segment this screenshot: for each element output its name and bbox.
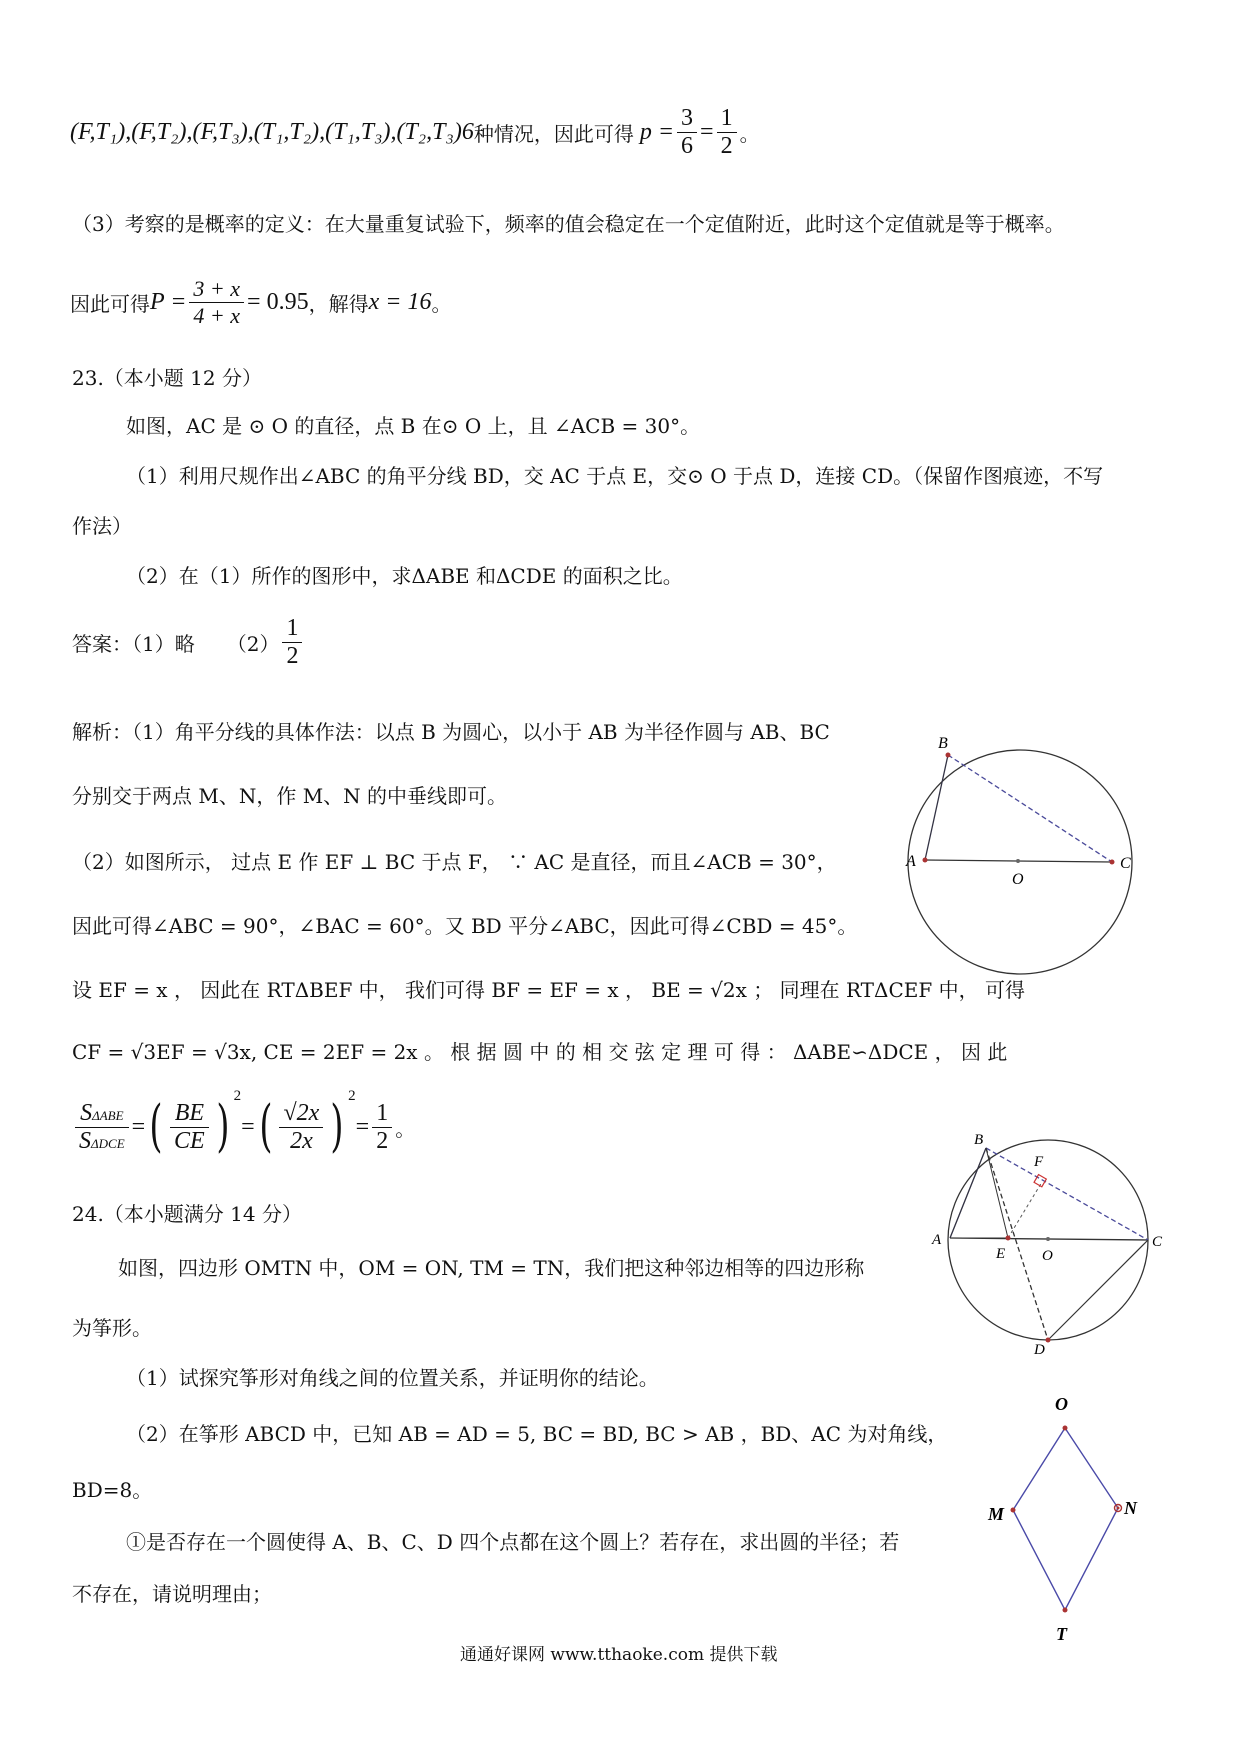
figure-circle-bisector [930,1132,1163,1358]
svg-text:O: O [1055,1394,1068,1414]
figure-kite-omtn [970,1390,1150,1650]
q23-analysis-1b: 分别交于两点 M、N，作 M、N 的中垂线即可。 [72,784,508,808]
label-b: B [938,735,948,752]
line-3: 因此可得 P = $\frac{3 + x}{4 + x}$ = 0.95 ，解得 x = 16 。 [70,275,452,328]
q24-part2: （2）在筝形 ABCD 中，已知 AB = AD = 5, BC = BD, BC > AB ，BD、AC 为对角线， [126,1422,948,1446]
svg-text:M: M [988,1504,1005,1524]
svg-text:E: E [996,1246,1006,1262]
fraction-prob: $\frac{3 + x}{4 + x}$ [189,276,244,329]
q23-analysis-1: 解析：（1）角平分线的具体作法：以点 B 为圆心，以小于 AB 为半径作圆与 AB、BC [72,720,830,744]
q24-part1: （1）试探究筝形对角线之间的位置关系，并证明你的结论。 [126,1366,659,1390]
q23-stem: 如图，AC 是 ⊙ O 的直径，点 B 在⊙ O 上，且 ∠ACB = 30°。 [126,414,701,438]
q23-part1: （1）利用尺规作出∠ABC 的角平分线 BD，交 AC 于点 E，交⊙ O 于点 D，连接 CD。（保留作图痕迹，不写 [126,464,1104,488]
q24-part2b: BD=8。 [72,1478,153,1502]
q23-answer: 答案：（1）略 （2） $\frac{1}{2}$ [72,610,305,674]
figure-circle-abc [900,730,1140,960]
line-2: （3）考察的是概率的定义：在大量重复试验下，频率的值会稳定在一个定值附近，此时这个定值就是等于概率。 [72,212,1065,236]
svg-text:A: A [932,1232,942,1248]
label-a: A [906,853,916,870]
p-lhs: p = [639,118,675,145]
label-c: C [1120,855,1131,872]
q24-sub1b: 不存在，请说明理由； [72,1582,272,1606]
q23-analysis-5: CF = √3EF = √3x, CE = 2EF = 2x 。 根 据 圆 中 的 相 交 弦 定 理 可 得 ： ΔABE∽ΔDCE ， 因 此 [72,1040,1008,1064]
q23-analysis-4: 设 EF = x ， 因此在 RTΔBEF 中， 我们可得 BF = EF = x ， BE = √2x ； 同理在 RTΔCEF 中， 可得 [72,978,1025,1002]
q23-ratio-formula: $\frac{\text{SΔABE}}{\text{SΔDCE}}$ = ( $\frac{BE}{CE}$ ) 2 = ( $\frac{√2x}{2x}$ ) 2 = $\frac{1}{2}$ 。 [72,1082,415,1172]
q24-stem: 如图，四边形 OMTN 中，OM = ON, TM = TN，我们把这种邻边相等的四边形称 [118,1256,865,1280]
svg-text:F: F [1034,1154,1044,1170]
footer: 通通好课网 www.tthaoke.com 提供下载 [460,1645,778,1665]
fraction-3-6: $\frac{3}{6}$ [677,105,697,160]
q23-analysis-2: （2）如图所示， 过点 E 作 EF ⊥ BC 于点 F， ∵ AC 是直径，而且∠ACB = 30°， [72,850,837,874]
q23-analysis-3: 因此可得∠ABC = 90°，∠BAC = 60°。又 BD 平分∠ABC，因此可得∠CBD = 45°。 [72,914,858,938]
line-1: (F,T₁),(F,T₂),(F,T₃),(T₁,T₂),(T₁,T₃),(T₂,T₃)6 种情况，因此可得 p = $\frac{3}{6}$ = $\frac{1}{2}$ 。 [70,104,760,159]
q23-header: 23.（本小题 12 分） [72,366,262,390]
svg-text:B: B [974,1132,984,1148]
svg-text:D: D [1034,1342,1045,1358]
svg-text:N: N [1124,1498,1137,1518]
label-o: O [1012,871,1024,888]
svg-text:C: C [1152,1234,1163,1250]
q23-part1b: 作法） [72,514,132,538]
q23-part2: （2）在（1）所作的图形中，求ΔABE 和ΔCDE 的面积之比。 [126,564,683,588]
q24-header: 24.（本小题满分 14 分） [72,1202,302,1226]
answer-fraction: $\frac{1}{2}$ [282,615,302,670]
q24-sub1: ①是否存在一个圆使得 A、B、C、D 四个点都在这个圆上？若存在，求出圆的半径；若 [126,1530,900,1554]
fraction-1-2: $\frac{1}{2}$ [717,105,737,160]
svg-text:T: T [1056,1624,1067,1644]
line-1-text: 种情况，因此可得 [473,121,634,146]
svg-text:O: O [1042,1248,1053,1264]
pair-list: (F,T₁),(F,T₂),(F,T₃),(T₁,T₂),(T₁,T₃),(T₂,T₃)6 [70,118,474,145]
q24-stem-b: 为筝形。 [72,1316,152,1340]
